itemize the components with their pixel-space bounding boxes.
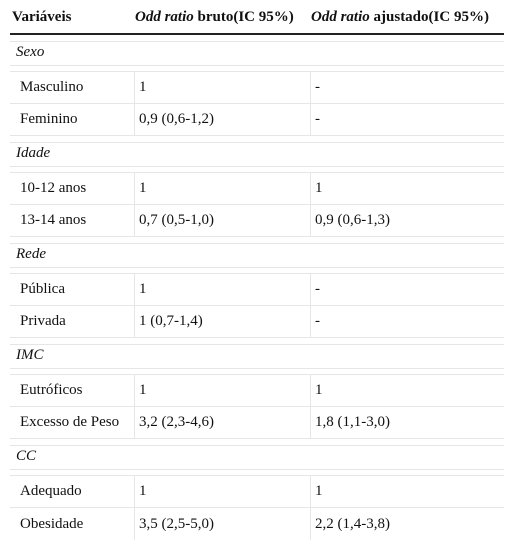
- table-row: [10, 508, 504, 540]
- variable-cell: Feminino: [20, 111, 78, 127]
- table-row: [10, 407, 504, 439]
- adjusted-odds-ratio-cell: 2,2 (1,4-3,8): [310, 508, 504, 540]
- group-spacer: [10, 338, 504, 345]
- crude-odds-ratio-cell: 1: [134, 476, 310, 507]
- variable-cell: Adequado: [20, 483, 82, 499]
- group-spacer: [10, 136, 504, 143]
- crude-odds-ratio-cell: 1: [134, 173, 310, 204]
- table-row: [10, 173, 504, 205]
- header-crude-italic: Odd ratio: [135, 9, 194, 25]
- variable-cell: Pública: [20, 281, 65, 297]
- crude-odds-ratio-cell: 1: [134, 274, 310, 305]
- variable-cell: 10-12 anos: [20, 180, 87, 196]
- group-spacer: [10, 439, 504, 446]
- adjusted-odds-ratio-cell: -: [310, 104, 504, 135]
- variable-cell: Masculino: [20, 79, 84, 95]
- adjusted-odds-ratio-cell: 1: [310, 476, 504, 507]
- header-crude-odds-ratio: [134, 6, 310, 26]
- adjusted-odds-ratio-cell: 1,8 (1,1-3,0): [310, 407, 504, 438]
- header-adjusted-rest: ajustado(IC 95%): [369, 9, 489, 25]
- variable-cell: Eutróficos: [20, 382, 83, 398]
- odds-ratio-table: [10, 6, 504, 540]
- header-adjusted-italic: Odd ratio: [311, 9, 370, 25]
- adjusted-odds-ratio-cell: 1: [310, 375, 504, 406]
- header-crude-rest: bruto(IC 95%): [193, 9, 294, 25]
- table-row: [10, 306, 504, 338]
- header-adjusted-odds-ratio: [310, 6, 504, 26]
- table-row: [10, 205, 504, 237]
- crude-odds-ratio-cell: 0,9 (0,6-1,2): [134, 104, 310, 135]
- table-row: [10, 274, 504, 306]
- variable-cell: 13-14 anos: [20, 212, 87, 228]
- adjusted-odds-ratio-cell: -: [310, 72, 504, 103]
- group-spacer: [10, 35, 504, 42]
- adjusted-odds-ratio-cell: -: [310, 306, 504, 337]
- table-row: [10, 72, 504, 104]
- group-label: Rede: [10, 244, 504, 268]
- crude-odds-ratio-cell: 3,2 (2,3-4,6): [134, 407, 310, 438]
- table-row: [10, 375, 504, 407]
- crude-odds-ratio-cell: 0,7 (0,5-1,0): [134, 205, 310, 236]
- variable-cell: Obesidade: [20, 515, 84, 532]
- table-row: [10, 476, 504, 508]
- table-row: [10, 104, 504, 136]
- group-label: Idade: [10, 143, 504, 167]
- crude-odds-ratio-cell: 1: [134, 72, 310, 103]
- group-spacer: [10, 237, 504, 244]
- header-variables: Variáveis: [12, 9, 72, 25]
- crude-odds-ratio-cell: 3,5 (2,5-5,0): [134, 508, 310, 540]
- variable-cell: Privada: [20, 313, 66, 329]
- adjusted-odds-ratio-cell: 1: [310, 173, 504, 204]
- group-label: IMC: [10, 345, 504, 369]
- adjusted-odds-ratio-cell: 0,9 (0,6-1,3): [310, 205, 504, 236]
- table-header: [10, 6, 504, 35]
- group-label: CC: [10, 446, 504, 470]
- crude-odds-ratio-cell: 1: [134, 375, 310, 406]
- table-body: [10, 35, 504, 540]
- crude-odds-ratio-cell: 1 (0,7-1,4): [134, 306, 310, 337]
- adjusted-odds-ratio-cell: -: [310, 274, 504, 305]
- group-label: Sexo: [10, 42, 504, 66]
- variable-cell: Excesso de Peso: [20, 414, 120, 430]
